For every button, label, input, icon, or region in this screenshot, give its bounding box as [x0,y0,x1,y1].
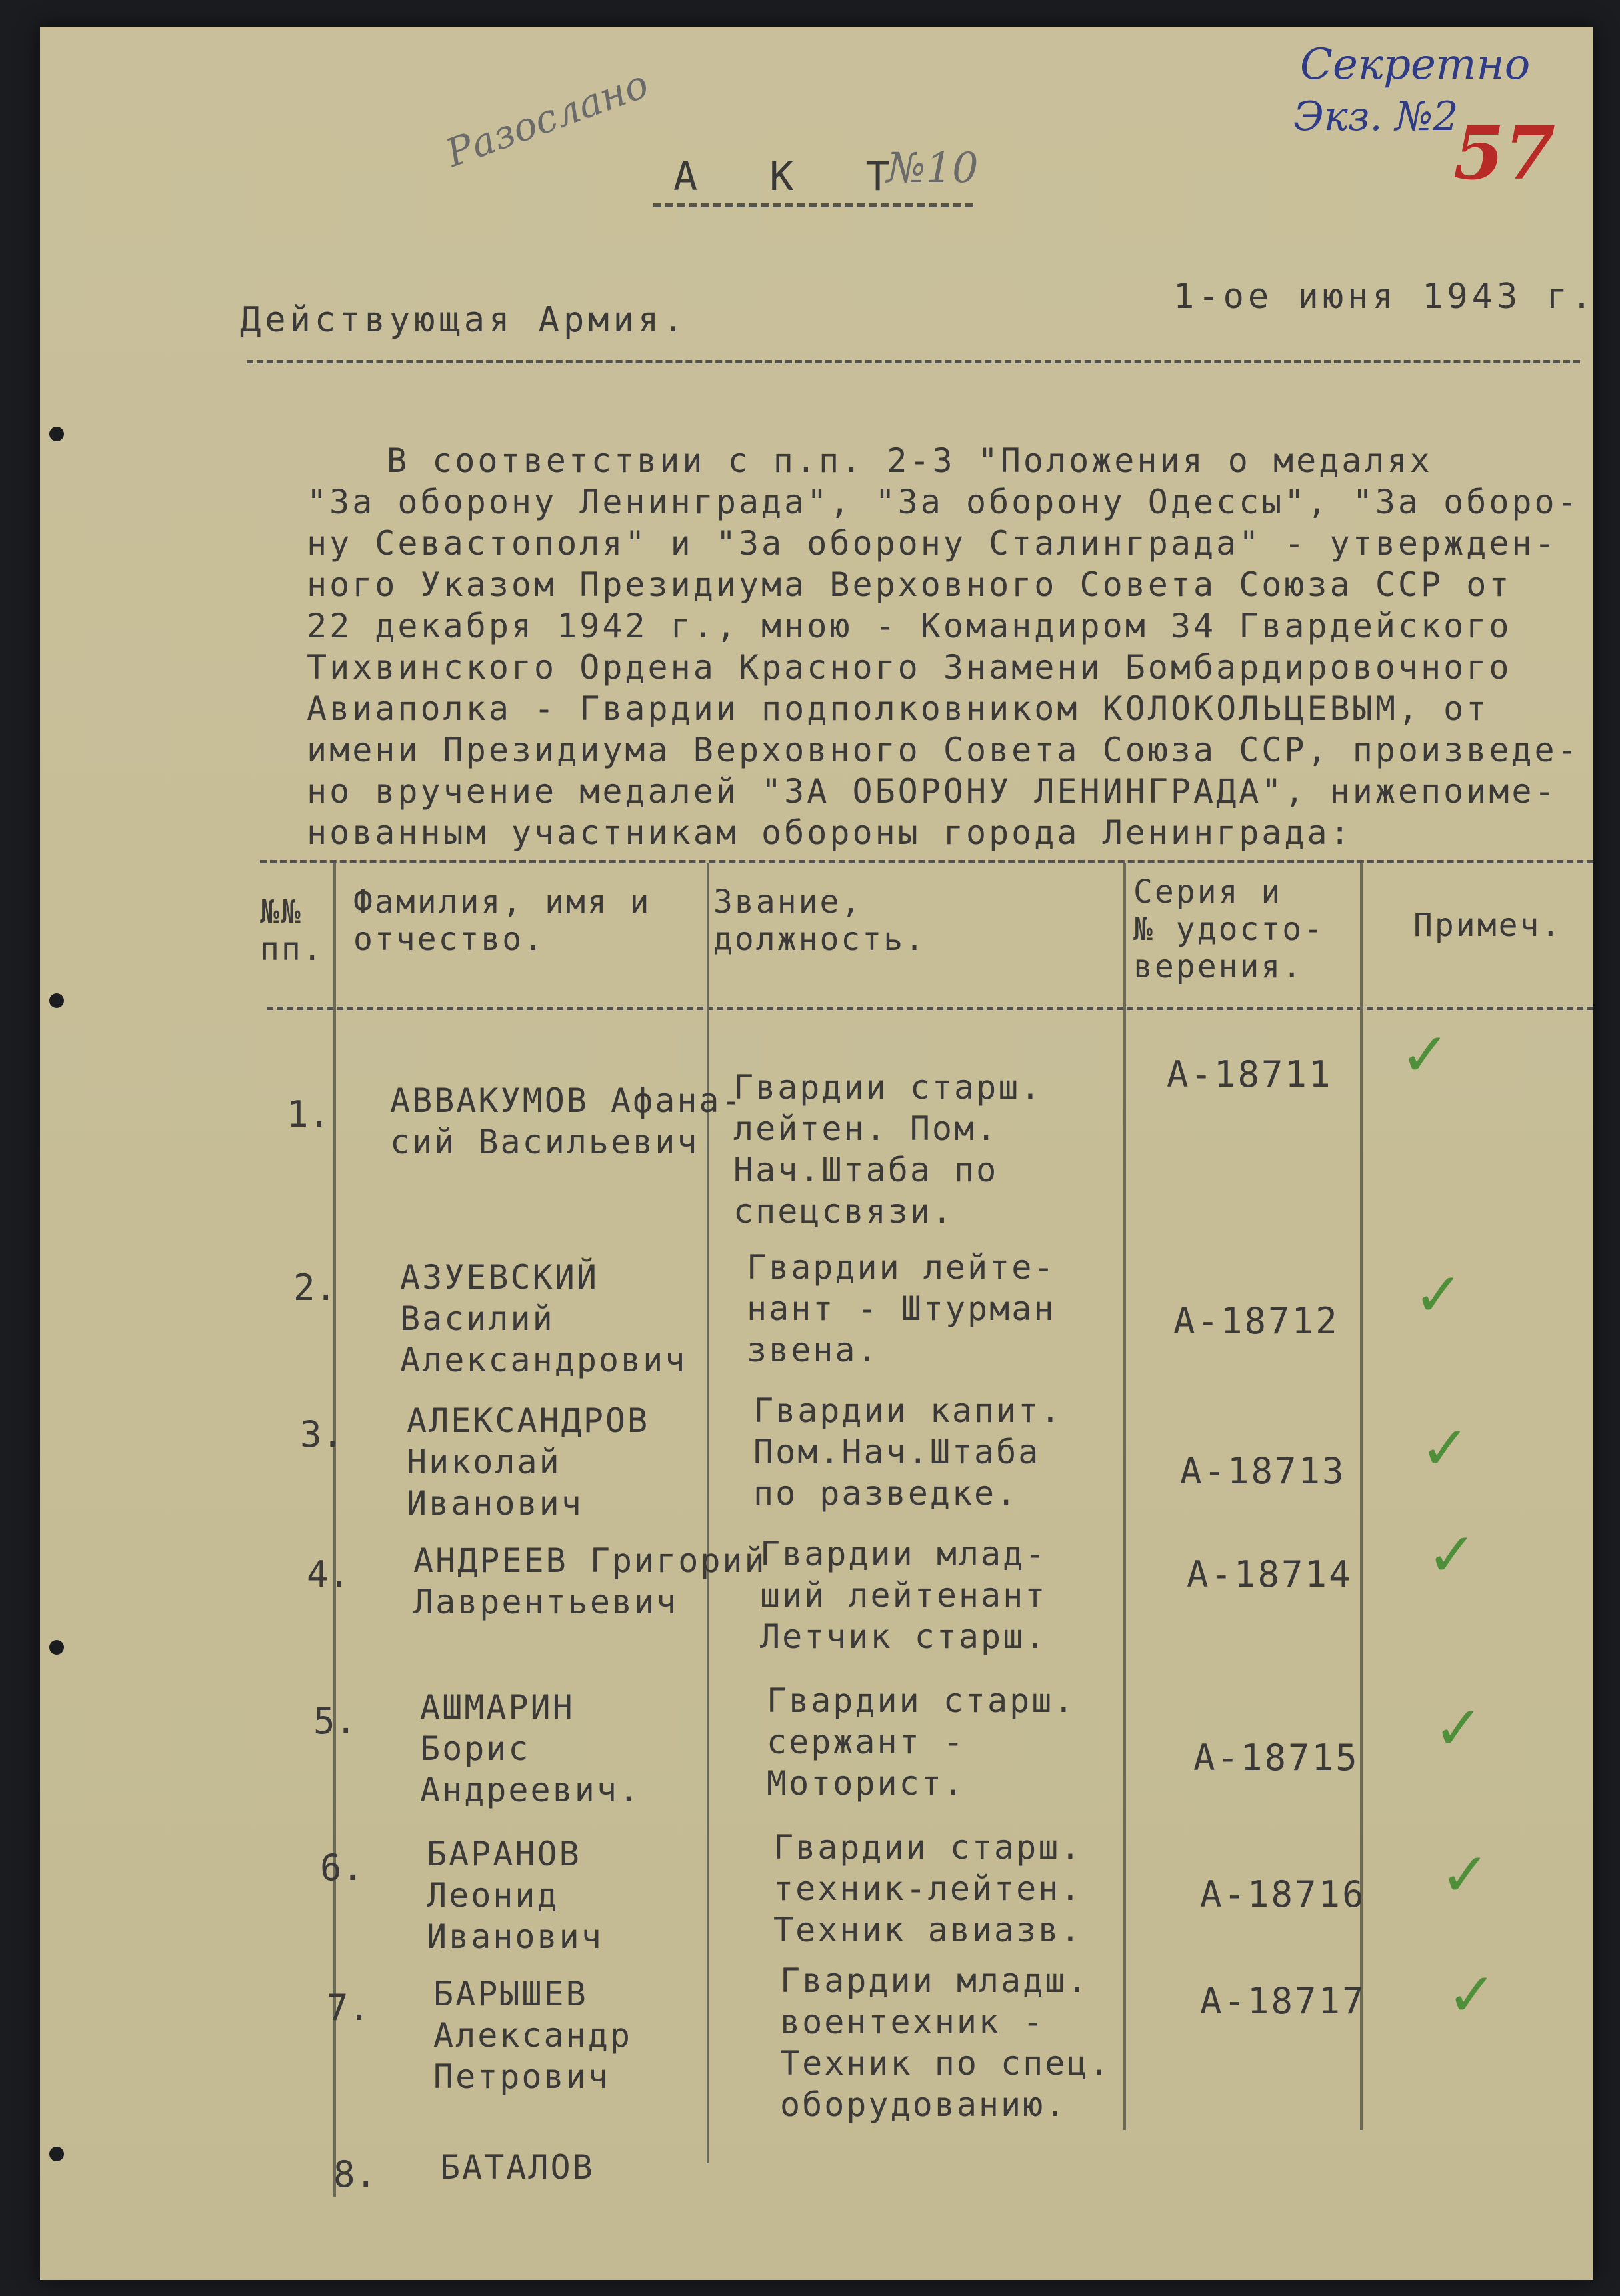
intro-line: Авиаполка - Гвардии подполковником КОЛОКОЛЬЦЕВЫМ, от [307,689,1489,728]
row-name [413,1540,767,1623]
row-number: 4. [307,1553,351,1595]
name-line: Василий [400,1299,555,1338]
check-icon: ✓ [1440,1840,1491,1910]
name-line: АНДРЕЕВ Григорий [413,1541,767,1580]
row-certificate: А-18712 [1173,1300,1339,1342]
rank-line: Гвардии лейте- [747,1248,1056,1287]
rank-line: звена. [747,1331,879,1369]
document-title: А К Т [673,153,914,200]
header-rank-line: должность. [713,921,926,958]
column-divider [1360,863,1363,2130]
header-rank-line: Звание, [713,883,863,921]
row-number: 7. [327,1987,371,2029]
row-number: 6. [320,1847,364,1889]
row-rank [760,1533,1047,1657]
name-line: Лаврентьевич [413,1583,679,1621]
name-line: АВВАКУМОВ Афана- [390,1081,743,1120]
intro-paragraph [307,440,1620,853]
name-line: БАРАНОВ [427,1835,581,1873]
intro-line: 22 декабря 1942 г., мною - Командиром 34 Гвардейского [307,607,1512,645]
row-rank [780,1960,1111,2125]
row-rank [773,1827,1082,1951]
rank-line: Техник авиазв. [773,1911,1083,1949]
name-line: АШМАРИН [420,1688,575,1727]
check-icon: ✓ [1413,1260,1464,1330]
rank-line: Пом.Нач.Штаба [753,1433,1041,1471]
rank-line: оборудованию. [780,2085,1067,2124]
row-certificate: А-18711 [1167,1053,1333,1095]
sent-mark: Разослано [440,61,655,176]
rank-line: Нач.Штаба по [733,1151,999,1189]
name-line: АЗУЕВСКИЙ [400,1258,599,1297]
name-line: БАТАЛОВ [440,2148,595,2187]
check-icon: ✓ [1400,1020,1451,1090]
check-icon: ✓ [1433,1693,1484,1763]
row-certificate: А-18717 [1200,1980,1366,2022]
row-rank [733,1067,1042,1232]
row-name [427,1833,603,1957]
rank-line: нант - Штурман [747,1289,1056,1328]
header-num [260,893,324,968]
name-line: Леонид [427,1876,559,1915]
row-certificate: А-18715 [1193,1737,1359,1779]
header-name-line: Фамилия, имя и [353,883,651,921]
rank-line: Летчик старш. [760,1617,1047,1656]
check-icon: ✓ [1447,1960,1497,2030]
check-icon: ✓ [1420,1413,1471,1483]
binder-hole [49,427,64,441]
table-top-rule [260,860,1593,863]
column-divider [707,863,709,2163]
header-name-line: отчество. [353,921,545,958]
rank-line: Гвардии капит. [753,1391,1063,1430]
header-cert-line: № удосто- [1133,911,1325,948]
row-name [400,1257,687,1381]
document-page [40,27,1597,2280]
row-number: 3. [300,1413,344,1455]
rank-line: Гвардии млад- [760,1535,1047,1573]
document-date: 1-ое июня 1943 г. [1173,277,1597,317]
header-note [1413,907,1562,944]
page-number: 57 [1453,110,1556,196]
name-line: Иванович [407,1484,583,1523]
column-divider [1123,863,1126,2130]
name-line: Борис [420,1729,531,1768]
name-line: Андреевич. [420,1771,641,1809]
rank-line: сержант - [767,1723,965,1761]
header-num-line: №№ [260,893,303,931]
row-number: 2. [293,1267,337,1309]
secret-stamp: Секретно [1300,40,1531,89]
header-cert [1133,873,1325,985]
name-line: Петрович [433,2057,610,2096]
intro-line: "За оборону Ленинграда", "За оборону Одессы", "За оборо- [307,483,1580,521]
rank-line: Гвардии старш. [773,1828,1083,1867]
intro-line: но вручение медалей "ЗА ОБОРОНУ ЛЕНИНГРАДА", нижепоиме- [307,772,1557,811]
rank-line: спецсвязи. [733,1192,955,1231]
rank-line: техник-лейтен. [773,1869,1083,1908]
rank-line: ший лейтенант [760,1576,1047,1615]
intro-line: Тихвинского Ордена Красного Знамени Бомбардировочного [307,648,1512,687]
rank-line: лейтен. Пом. [733,1109,999,1148]
header-note-line: Примеч. [1413,907,1563,944]
rank-line: Гвардии старш. [767,1681,1076,1720]
rank-line: Моторист. [767,1764,965,1803]
rank-line: воентехник - [780,2003,1045,2041]
name-line: Николай [407,1443,561,1481]
name-line: АЛЕКСАНДРОВ [407,1401,650,1440]
copy-number: Экз. №2 [1293,93,1459,140]
row-certificate: А-18714 [1187,1553,1353,1595]
header-name [353,883,651,958]
rank-line: Гвардии старш. [733,1068,1043,1107]
rank-line: Техник по спец. [780,2044,1111,2083]
row-certificate: А-18716 [1200,1873,1366,1915]
name-line: Александрович [400,1341,687,1379]
row-name [420,1687,641,1811]
name-line: Иванович [427,1917,603,1956]
row-rank [753,1390,1062,1514]
row-certificate: А-18713 [1180,1450,1346,1492]
row-name [407,1400,649,1524]
name-line: Александр [433,2016,632,2055]
header-cert-line: верения. [1133,948,1304,985]
intro-line: нованным участникам обороны города Ленинграда: [307,813,1353,852]
name-line: БАРЫШЕВ [433,1975,588,2013]
intro-line: имени Президиума Верховного Совета Союза ССР, произведе- [307,731,1580,769]
rank-line: Гвардии младш. [780,1961,1089,2000]
intro-line: ного Указом Президиума Верховного Совета Союза ССР от [307,565,1512,604]
table-header-rule [267,1007,1593,1010]
row-rank [747,1247,1055,1371]
row-number: 5. [313,1700,357,1742]
army-label: Действующая Армия. [240,300,688,340]
header-rank [713,883,926,958]
rank-line: по разведке. [753,1474,1019,1513]
intro-line: В соответствии с п.п. 2-3 "Положения о медалях [387,441,1433,480]
row-name [433,1973,632,2097]
intro-line: ну Севастополя" и "За оборону Сталинграда" - утвержден- [307,524,1557,563]
check-icon: ✓ [1427,1520,1477,1590]
row-number: 1. [287,1093,331,1135]
row-number: 8. [333,2153,377,2195]
title-underline [653,203,973,207]
act-number: №10 [887,143,979,192]
binder-hole [49,1640,64,1655]
row-name [440,2147,595,2188]
binder-hole [49,993,64,1008]
header-cert-line: Серия и [1133,873,1283,911]
header-num-line: пп. [260,931,324,968]
row-name [390,1080,743,1163]
name-line: сий Васильевич [390,1123,699,1161]
binder-hole [49,2147,64,2161]
divider [247,360,1580,363]
row-rank [767,1680,1075,1804]
